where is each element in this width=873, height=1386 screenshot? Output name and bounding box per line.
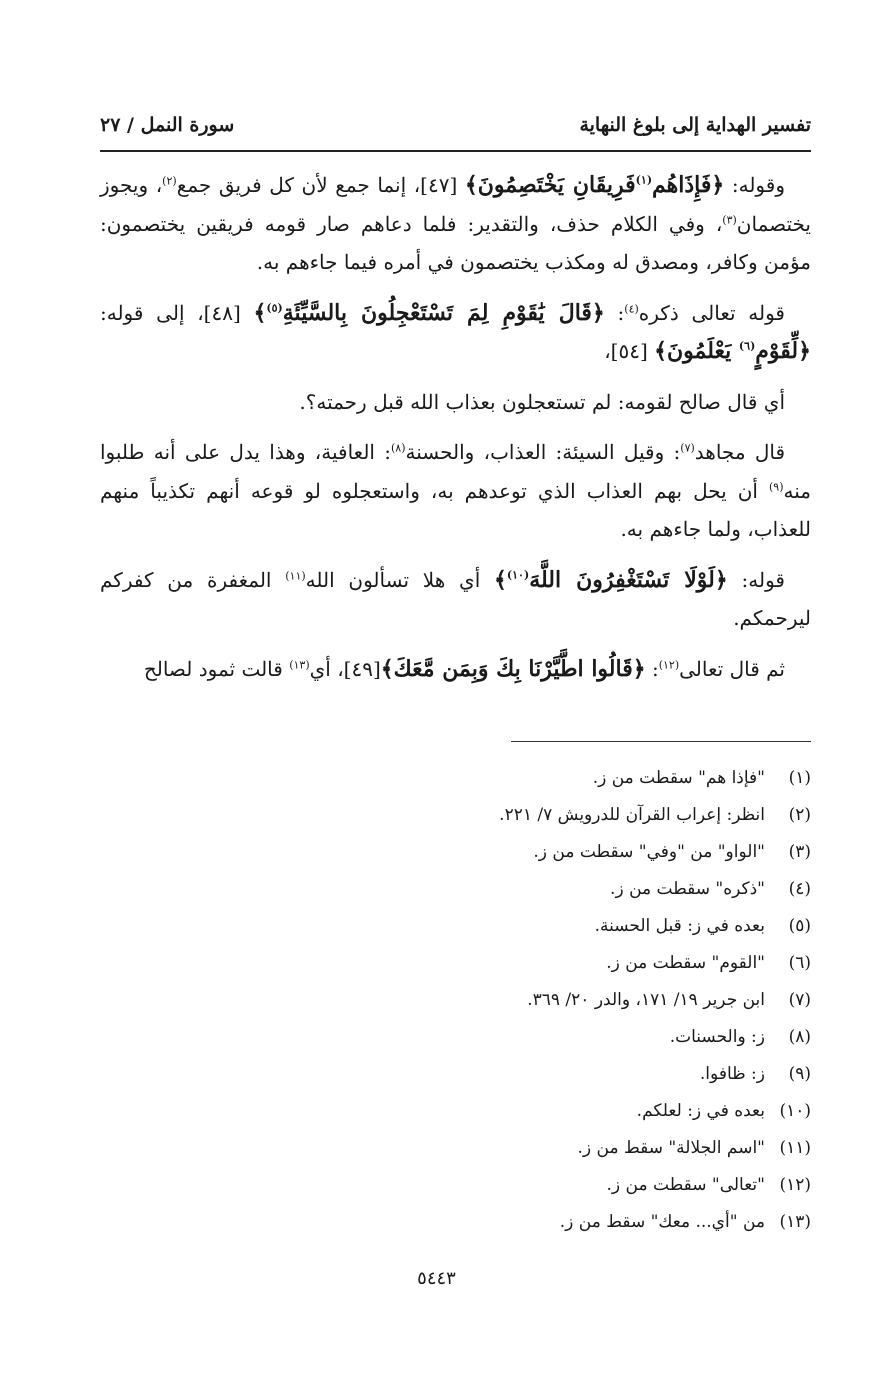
text-run: ثم قال تعالى bbox=[679, 656, 785, 681]
paragraph-4 bbox=[100, 433, 811, 549]
book-title: تفسير الهداية إلى بلوغ النهاية bbox=[579, 114, 811, 136]
quran-verse bbox=[254, 300, 605, 326]
footnote-ref[interactable]: (٦) bbox=[738, 339, 756, 353]
text-run: : bbox=[604, 300, 625, 325]
footnote-text: "اسم الجلالة" سقط من ز. bbox=[577, 1138, 765, 1158]
footnote-text: ز: ظافوا. bbox=[699, 1064, 765, 1084]
footnote-text: بعده في ز: لعلكم. bbox=[636, 1101, 765, 1121]
footnote-ref[interactable]: (٧) bbox=[680, 441, 695, 455]
text-run: : bbox=[645, 656, 659, 681]
footnote-item bbox=[100, 908, 811, 945]
footnote-item bbox=[100, 1130, 811, 1167]
footnote-number: (٩) bbox=[788, 1064, 811, 1084]
verse-text: ﴿فَإِذَاهُم bbox=[652, 172, 725, 198]
footnote-ref[interactable]: (١٣) bbox=[289, 657, 310, 671]
footnote-ref[interactable]: (٥) bbox=[266, 301, 283, 315]
paragraph-3: أي قال صالح لقومه: لم تستعجلون بعذاب الله قبل رحمته؟. bbox=[299, 389, 785, 414]
footnote-text: "القوم" سقطت من ز. bbox=[606, 953, 765, 973]
surah-title: سورة النمل / ٢٧ bbox=[100, 114, 235, 136]
verse-text: يَعْلَمُونَ﴾ bbox=[654, 338, 739, 364]
footnote-number: (١٠) bbox=[779, 1101, 811, 1121]
footnote-number: (٤) bbox=[788, 879, 811, 899]
page-number: ٥٤٤٣ bbox=[417, 1268, 456, 1289]
verse-text: ﴿قَالَ يَٰقَوْمِ لِمَ تَسْتَعْجِلُونَ بِالسَّيِّئَةِ bbox=[282, 299, 605, 326]
footnote-ref[interactable]: (١٠) bbox=[506, 568, 530, 582]
footnote-text: "الواو" من "وفي" سقطت من ز. bbox=[533, 842, 765, 862]
footnote-ref[interactable]: (٣) bbox=[722, 212, 737, 226]
footnote-text: ابن جرير ١٩/ ١٧١، والدر ٢٠/ ٣٦٩. bbox=[527, 990, 765, 1010]
text-run: قالت ثمود لصالح bbox=[143, 656, 290, 681]
quran-verse bbox=[494, 567, 728, 593]
text-run: ، وفي الكلام حذف، والتقدير: فلما دعاهم صار قومه فريقين يختصمون: مؤمن وكافر، ومصدق له ومكذب يختصمون في أمره فيما جاءهم به. bbox=[100, 211, 811, 274]
text-run: : العافية، وهذا يدل على أنه طلبوا منه bbox=[100, 440, 811, 503]
footnote-ref[interactable]: (٢) bbox=[162, 174, 177, 188]
footnote-item bbox=[100, 1093, 811, 1130]
footnote-ref[interactable]: (٤) bbox=[624, 301, 639, 315]
text-run: وقوله: bbox=[724, 173, 785, 197]
footnote-number: (١٢) bbox=[779, 1175, 811, 1195]
footnote-number: (١٣) bbox=[779, 1212, 811, 1232]
paragraph-2 bbox=[100, 294, 811, 371]
verse-text: ﴿لَوْلَا تَسْتَغْفِرُونَ اللَّهَ bbox=[529, 566, 728, 593]
footnote-number: (٣) bbox=[788, 842, 811, 862]
footnote-item bbox=[100, 760, 811, 797]
footnote-item bbox=[100, 945, 811, 982]
footnote-number: (٨) bbox=[788, 1027, 811, 1047]
quran-verse bbox=[465, 172, 724, 198]
footnote-item bbox=[100, 1167, 811, 1204]
paragraph-1 bbox=[100, 166, 811, 282]
main-text bbox=[100, 166, 811, 700]
footnote-text: بعده في ز: قبل الحسنة. bbox=[594, 916, 765, 936]
footnote-text: انظر: إعراب القرآن للدرويش ٧/ ٢٢١. bbox=[499, 805, 765, 825]
footnote-item bbox=[100, 982, 811, 1019]
footnote-ref[interactable]: (٨) bbox=[391, 441, 406, 455]
footnote-item bbox=[100, 1019, 811, 1056]
footnote-text: من "أي... معك" سقط من ز. bbox=[559, 1212, 765, 1232]
footnote-number: (١١) bbox=[779, 1138, 811, 1158]
footnote-item bbox=[100, 1056, 811, 1093]
text-run: [٤٩]، أي bbox=[309, 656, 381, 681]
text-run: قوله: bbox=[727, 567, 785, 592]
paragraph-5 bbox=[100, 561, 811, 638]
footnote-text: ز: والحسنات. bbox=[669, 1027, 765, 1047]
footnote-text: "تعالى" سقطت من ز. bbox=[606, 1175, 765, 1195]
footnote-text: "فإذا هم" سقطت من ز. bbox=[592, 768, 765, 788]
footnote-text: "ذكره" سقطت من ز. bbox=[610, 879, 765, 899]
footnote-item bbox=[100, 834, 811, 871]
footnote-ref[interactable]: (١٢) bbox=[658, 657, 680, 671]
footnote-number: (٧) bbox=[788, 990, 811, 1010]
text-run: : وقيل السيئة: العذاب، والحسنة bbox=[405, 440, 681, 464]
verse-text: ﴾ bbox=[253, 299, 267, 326]
header-divider bbox=[100, 150, 811, 152]
footnote-number: (٢) bbox=[788, 805, 811, 825]
verse-text: ﴿لِّقَوْمٍ bbox=[755, 338, 811, 364]
running-header bbox=[100, 108, 811, 142]
paragraph-6 bbox=[100, 650, 811, 689]
footnote-ref[interactable]: (١١) bbox=[285, 568, 306, 582]
text-run: [٥٤]، bbox=[604, 339, 655, 363]
footnote-number: (٥) bbox=[788, 916, 811, 936]
footnote-item bbox=[100, 797, 811, 834]
text-run: أي هلا تسألون الله bbox=[305, 567, 495, 592]
verse-text: ﴾ bbox=[494, 566, 507, 593]
footnote-number: (١) bbox=[788, 768, 811, 788]
text-run: المغفرة من كفركم ليرحمكم. bbox=[100, 567, 811, 630]
text-run: ، ويجوز يختصمان bbox=[100, 173, 811, 236]
text-run: أن يحل بهم العذاب الذي توعدهم به، واستعجلوه لو قوعه أنهم تكذيباً منهم للعذاب، ولما جاءهم به. bbox=[100, 478, 811, 541]
verse-text: فَرِيقَانِ يَخْتَصِمُونَ﴾ bbox=[464, 172, 636, 198]
text-run: قوله تعالى ذكره bbox=[638, 300, 785, 325]
text-run: قال مجاهد bbox=[694, 440, 786, 464]
footnote-item bbox=[100, 871, 811, 908]
footnote-ref[interactable]: (١) bbox=[635, 173, 653, 187]
quran-verse bbox=[654, 338, 811, 364]
footnote-divider bbox=[511, 741, 811, 742]
footnote-ref[interactable]: (٩) bbox=[769, 479, 784, 493]
footnote-item bbox=[100, 1204, 811, 1241]
text-run: [٤٨]، إلى قوله: bbox=[100, 300, 254, 325]
footnotes-list bbox=[100, 760, 811, 1241]
text-run: [٤٧]، إنما جمع لأن كل فريق جمع bbox=[176, 173, 465, 197]
quran-verse: ﴿قَالُوا اطَّيَّرْنَا بِكَ وَبِمَن مَّعَكَ﴾ bbox=[380, 655, 646, 682]
footnote-number: (٦) bbox=[788, 953, 811, 973]
